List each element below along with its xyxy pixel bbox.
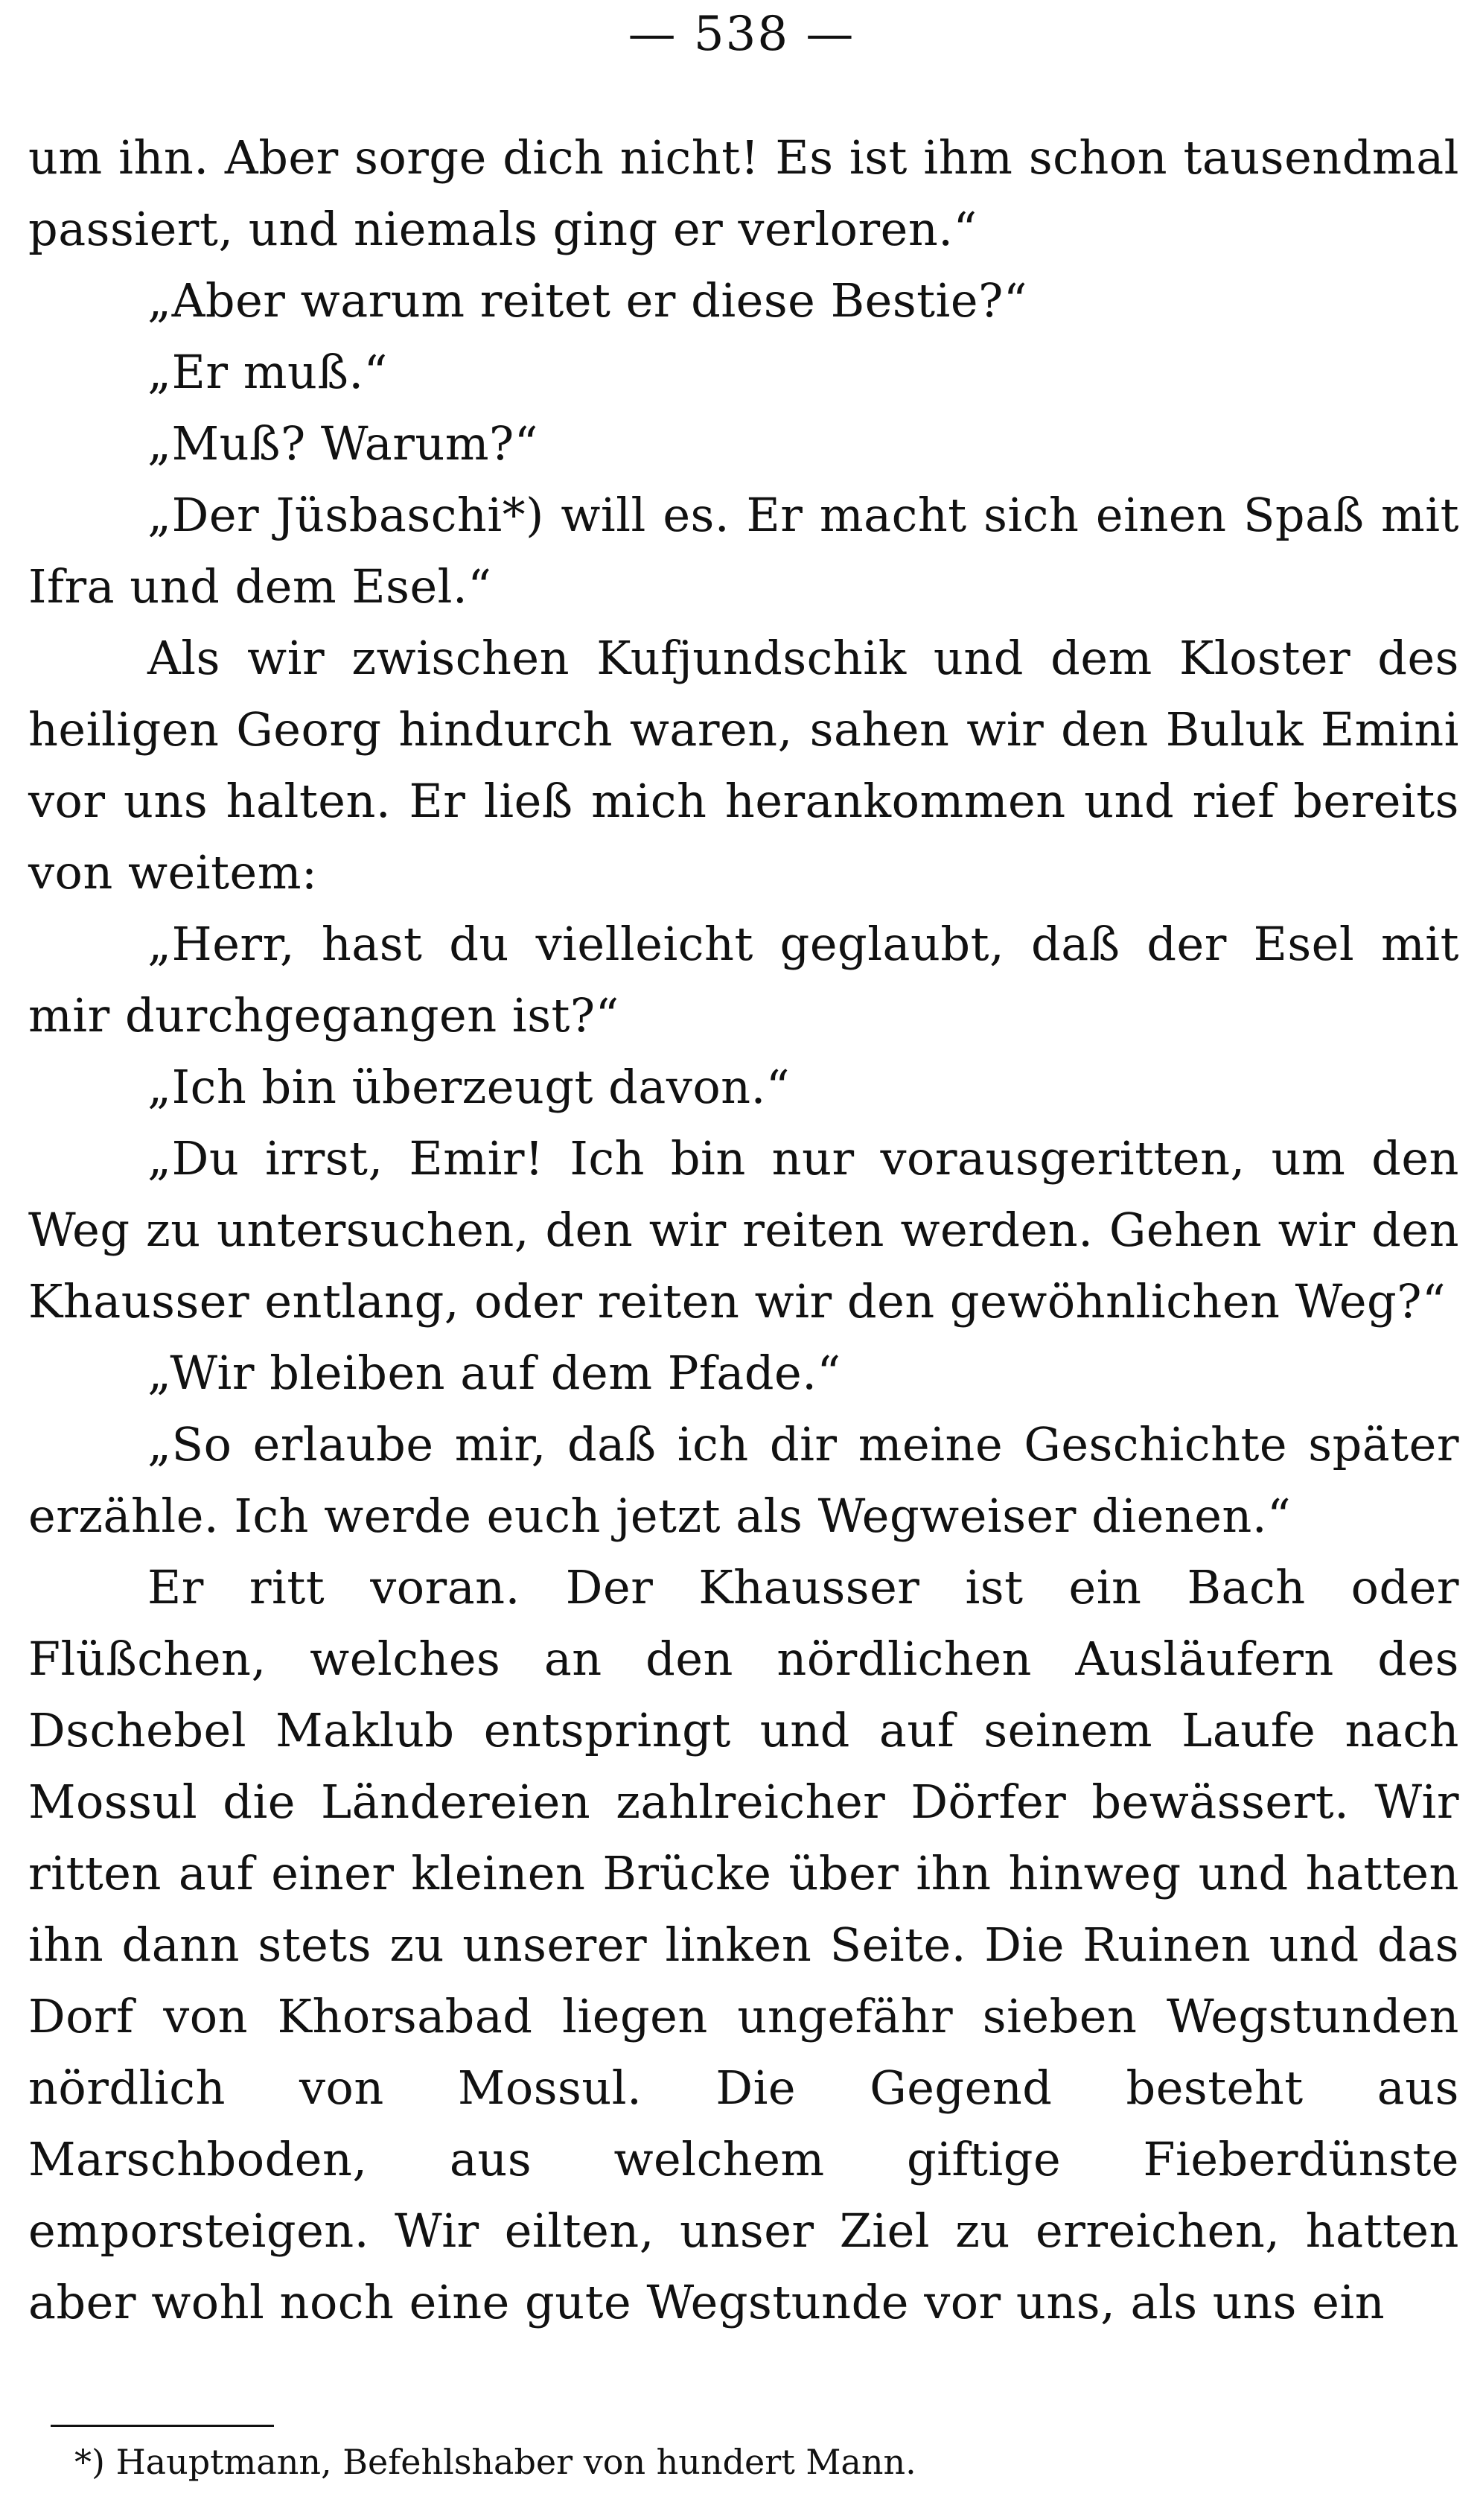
paragraph: „So erlaube mir, daß ich dir meine Geschichte später erzähle. Ich werde euch jetzt als Wegweiser dienen.“ <box>28 1417 1459 1543</box>
paragraph: „Aber warum reitet er diese Bestie?“ <box>147 273 1028 328</box>
paragraph: um ihn. Aber sorge dich nicht! Es ist ihm schon tausendmal passiert, und niemals ging er verloren.“ <box>28 130 1459 256</box>
paragraph: „Der Jüsbaschi*) will es. Er macht sich einen Spaß mit Ifra und dem Esel.“ <box>28 488 1459 614</box>
paragraph: „Herr, hast du vielleicht geglaubt, daß der Esel mit mir durchgegangen ist?“ <box>28 917 1459 1043</box>
page-number: — 538 — <box>628 7 855 62</box>
paragraph: „Er muß.“ <box>147 345 388 399</box>
paragraph: Er ritt voran. Der Khausser ist ein Bach oder Flüßchen, welches an den nördlichen Ausläufern des Dschebel Maklub entspringt und auf seinem Laufe nach Mossul die Ländereien zahlreicher Dörfer bewässert. Wir ritten auf einer kleinen Brücke über ihn hinweg und hatten ihn dann stets zu unserer linken Seite. Die Ruinen und das Dorf von Khorsabad liegen ungefähr sieben Wegstunden nördlich von Mossul. Die Gegend besteht aus Marschboden, aus welchem giftige Fieberdünste emporsteigen. Wir eilten, unser Ziel zu erreichen, hatten aber wohl noch eine gute Wegstunde vor uns, als uns ein <box>28 1560 1459 2329</box>
paragraph: „Wir bleiben auf dem Pfade.“ <box>147 1346 841 1400</box>
footnote: *) Hauptmann, Befehlshaber von hundert Mann. <box>74 2442 916 2482</box>
paragraph: „Muß? Warum?“ <box>147 416 538 471</box>
body-text <box>28 122 1459 2338</box>
paragraph: „Du irrst, Emir! Ich bin nur vorausgeritten, um den Weg zu untersuchen, den wir reiten werden. Gehen wir den Khausser entlang, oder reiten wir den gewöhnlichen Weg?“ <box>28 1131 1459 1329</box>
footnote-divider <box>51 2425 274 2427</box>
paragraph: „Ich bin überzeugt davon.“ <box>147 1060 791 1114</box>
paragraph: Als wir zwischen Kufjundschik und dem Kloster des heiligen Georg hindurch waren, sahen wir den Buluk Emini vor uns halten. Er ließ mich herankommen und rief bereits von weitem: <box>28 631 1459 900</box>
